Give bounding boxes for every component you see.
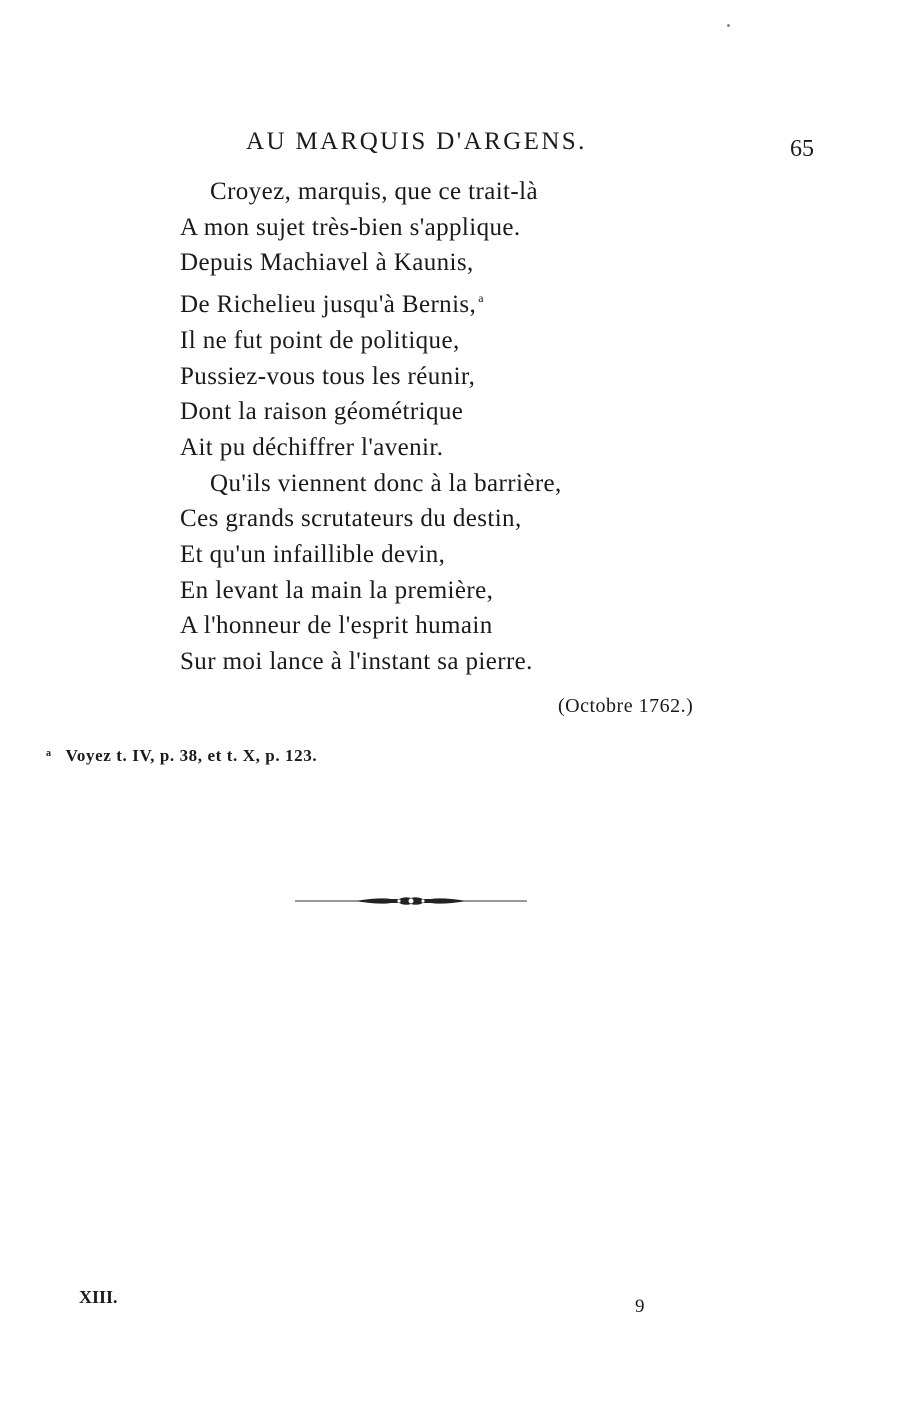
poem-verse (180, 174, 562, 680)
running-title: AU MARQUIS D'ARGENS. (246, 128, 587, 155)
verse-line-6: Pussiez-vous tous les réunir, (180, 362, 476, 390)
verse-line-9: Qu'ils viennent donc à la barrière, (210, 469, 562, 497)
verse-line-4-text: De Richelieu jusqu'à Bernis, (180, 291, 477, 319)
page-number: 65 (790, 136, 814, 162)
verse-line-8: Ait pu déchiffrer l'avenir. (180, 433, 444, 461)
verse-line-13: A l'honneur de l'esprit humain (180, 612, 493, 640)
verse-line-11: Et qu'un infaillible devin, (180, 541, 446, 569)
footnote-text: Voyez t. IV, p. 38, et t. X, p. 123. (65, 746, 318, 765)
sheet-number: 9 (635, 1296, 645, 1317)
verse-line-5: Il ne fut point de politique, (180, 326, 460, 354)
verse-line-12: En levant la main la première, (180, 576, 494, 604)
verse-line-2: A mon sujet très-bien s'applique. (180, 213, 521, 241)
poem-date: (Octobre 1762.) (558, 695, 694, 717)
volume-signature: XIII. (79, 1287, 118, 1307)
verse-line-4 (180, 281, 562, 323)
verse-line-10: Ces grands scrutateurs du destin, (180, 505, 522, 533)
ornament-divider-icon (295, 893, 527, 909)
footnote-reference[interactable]: a (478, 291, 484, 306)
verse-line-3: Depuis Machiavel à Kaunis, (180, 249, 474, 277)
paper-speck (727, 24, 730, 27)
verse-line-14: Sur moi lance à l'instant sa pierre. (180, 648, 533, 676)
verse-line-1: Croyez, marquis, que ce trait-là (210, 178, 538, 205)
verse-line-7: Dont la raison géométrique (180, 398, 464, 426)
footnote-marker: a (46, 748, 52, 759)
footnote (46, 746, 317, 766)
